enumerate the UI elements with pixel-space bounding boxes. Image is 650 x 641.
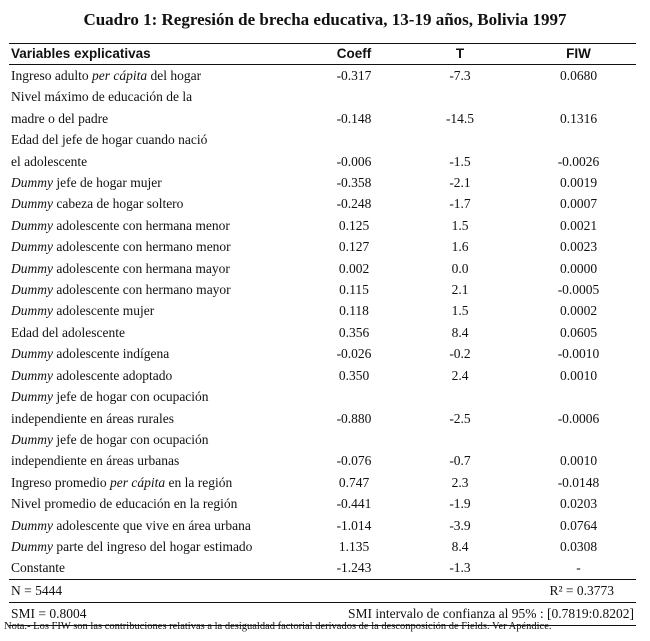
variable-label: madre o del padre	[11, 110, 109, 126]
header-row	[9, 44, 636, 65]
cell-coeff	[309, 429, 399, 450]
cell-coeff: -0.317	[336, 68, 372, 83]
table-row	[9, 536, 636, 557]
variable-label: Dummy cabeza de hogar soltero	[11, 196, 184, 212]
variable-label: Constante	[9, 557, 309, 579]
cell-t: -1.3	[399, 557, 521, 579]
cell-t: -1.7	[449, 196, 471, 212]
cell-t: -1.9	[449, 496, 471, 512]
cell-coeff: 0.002	[338, 260, 370, 276]
cell-fiw: 0.0308	[559, 538, 598, 554]
footer-row-n	[9, 580, 636, 603]
cell-coeff: -0.006	[336, 153, 372, 169]
variable-label: Dummy adolescente mujer	[11, 303, 155, 319]
cell-t: 8.4	[451, 324, 469, 340]
cell-coeff: 1.135	[338, 538, 370, 554]
cell-coeff: 0.115	[339, 282, 369, 298]
cell-t: -14.5	[445, 110, 475, 126]
variable-label: Dummy jefe de hogar con ocupación	[11, 431, 209, 447]
cell-t	[399, 429, 521, 450]
variable-label: Dummy adolescente con hermana menor	[11, 217, 230, 233]
variable-label: Dummy parte del ingreso del hogar estimado	[11, 538, 253, 554]
variable-label: Ingreso promedio per cápita en la región	[11, 474, 233, 490]
table-row	[9, 65, 636, 87]
header-variables: Variables explicativas	[9, 44, 309, 65]
table-note: Nota.- Los FIW son las contribuciones relativas a la desigualdad factorial derivados de la desconposición de Fields. Ver Apéndice.	[4, 621, 552, 632]
cell-t: 8.4	[451, 538, 469, 554]
cell-fiw: 0.0000	[559, 260, 598, 276]
table-row	[9, 172, 636, 193]
cell-fiw: -0.0010	[557, 346, 600, 362]
table-row	[9, 258, 636, 279]
variable-label: Dummy adolescente con hermana mayor	[11, 260, 230, 276]
cell-coeff: -0.076	[336, 453, 372, 469]
variable-label: independiente en áreas rurales	[11, 410, 175, 426]
variable-label: el adolescente	[11, 153, 88, 169]
cell-t: -7.3	[449, 68, 471, 83]
cell-t: 2.4	[451, 367, 469, 383]
smi-value: SMI = 0.8004	[11, 605, 87, 621]
table-row	[9, 515, 636, 536]
cell-coeff: 0.350	[338, 367, 370, 383]
cell-fiw: 0.0010	[559, 453, 598, 469]
variable-label: Ingreso adulto per cápita del hogar	[11, 68, 202, 83]
table-row	[9, 129, 636, 150]
variable-label: Nivel máximo de educación de la	[11, 89, 193, 105]
table-body	[9, 65, 636, 580]
table-row	[9, 86, 636, 107]
table-row	[9, 343, 636, 364]
regression-table	[9, 44, 636, 580]
table-row	[9, 151, 636, 172]
cell-fiw: -0.0006	[557, 410, 600, 426]
cell-fiw	[521, 386, 636, 407]
sample-size: N = 5444	[11, 582, 63, 598]
cell-fiw: 0.1316	[559, 110, 598, 126]
cell-coeff: -0.148	[336, 110, 372, 126]
table-row	[9, 429, 636, 450]
cell-fiw: -0.0148	[557, 474, 600, 490]
r-squared: R² = 0.3773	[549, 582, 614, 598]
cell-fiw	[521, 86, 636, 107]
smi-confidence-interval: SMI intervalo de confianza al 95% : [0.7819:0.8202]	[347, 605, 634, 621]
cell-t: 1.5	[451, 303, 469, 319]
cell-coeff: 0.118	[339, 303, 369, 319]
cell-fiw: 0.0023	[559, 239, 598, 255]
cell-t: -0.2	[449, 346, 471, 362]
table-row	[9, 108, 636, 129]
cell-fiw: 0.0019	[559, 175, 598, 191]
table-row	[9, 215, 636, 236]
table-row	[9, 300, 636, 321]
cell-t: -0.7	[449, 453, 471, 469]
table-row	[9, 386, 636, 407]
cell-t: -1.5	[449, 153, 471, 169]
cell-coeff: 0.747	[338, 474, 370, 490]
cell-fiw	[521, 129, 636, 150]
cell-t	[399, 86, 521, 107]
cell-fiw: 0.0605	[559, 324, 598, 340]
table-row	[9, 236, 636, 257]
table-row	[9, 322, 636, 343]
cell-coeff	[309, 129, 399, 150]
cell-fiw: 0.0010	[559, 367, 598, 383]
cell-coeff: -0.880	[336, 410, 372, 426]
table-row	[9, 193, 636, 214]
cell-coeff: 0.356	[338, 324, 370, 340]
cell-fiw: -0.0026	[557, 153, 600, 169]
cell-t: -2.5	[449, 410, 471, 426]
variable-label: Edad del adolescente	[11, 324, 125, 340]
cell-coeff: -0.441	[336, 496, 372, 512]
cell-coeff: -0.026	[336, 346, 372, 362]
cell-t: 0.0	[451, 260, 469, 276]
variable-label: Dummy adolescente que vive en área urbana	[11, 517, 251, 533]
variable-label: Dummy adolescente con hermano mayor	[11, 282, 231, 298]
header-t: T	[399, 44, 521, 65]
cell-fiw	[521, 429, 636, 450]
cell-fiw: -0.0005	[557, 282, 600, 298]
variable-label: Edad del jefe de hogar cuando nació	[11, 132, 208, 148]
variable-label: Dummy jefe de hogar mujer	[11, 175, 162, 191]
table-row	[9, 279, 636, 300]
cell-fiw: 0.0203	[559, 496, 598, 512]
header-fiw: FIW	[521, 44, 636, 65]
cell-coeff: -1.014	[336, 517, 372, 533]
regression-table-container	[9, 43, 636, 626]
cell-fiw: 0.0680	[559, 68, 598, 83]
variable-label: Dummy adolescente adoptado	[11, 367, 173, 383]
cell-fiw: -	[521, 557, 636, 579]
header-coeff: Coeff	[309, 44, 399, 65]
cell-coeff	[309, 386, 399, 407]
table-row	[9, 557, 636, 579]
cell-coeff: -0.358	[336, 175, 372, 191]
cell-t	[399, 386, 521, 407]
cell-t	[399, 129, 521, 150]
table-footer	[9, 580, 636, 626]
cell-fiw: 0.0764	[559, 517, 598, 533]
variable-label: independiente en áreas urbanas	[11, 453, 180, 469]
cell-coeff: -0.248	[336, 196, 372, 212]
variable-label: Nivel promedio de educación en la región	[11, 496, 238, 512]
cell-coeff: 0.125	[338, 217, 370, 233]
table-row	[9, 408, 636, 429]
variable-label: Dummy adolescente indígena	[11, 346, 170, 362]
cell-t: -3.9	[449, 517, 471, 533]
cell-t: 1.5	[451, 217, 469, 233]
variable-label: Dummy jefe de hogar con ocupación	[11, 389, 209, 405]
cell-fiw: 0.0002	[559, 303, 598, 319]
table-row	[9, 472, 636, 493]
cell-t: -2.1	[449, 175, 471, 191]
cell-coeff	[309, 86, 399, 107]
cell-t: 1.6	[451, 239, 469, 255]
cell-coeff: 0.127	[338, 239, 370, 255]
cell-fiw: 0.0007	[559, 196, 598, 212]
cell-t: 2.1	[451, 282, 469, 298]
cell-coeff: -1.243	[309, 557, 399, 579]
table-row	[9, 493, 636, 514]
table-title: Cuadro 1: Regresión de brecha educativa, 13-19 años, Bolivia 1997	[83, 10, 567, 29]
cell-fiw: 0.0021	[559, 217, 598, 233]
table-row	[9, 365, 636, 386]
cell-t: 2.3	[451, 474, 469, 490]
table-row	[9, 450, 636, 471]
variable-label: Dummy adolescente con hermano menor	[11, 239, 231, 255]
